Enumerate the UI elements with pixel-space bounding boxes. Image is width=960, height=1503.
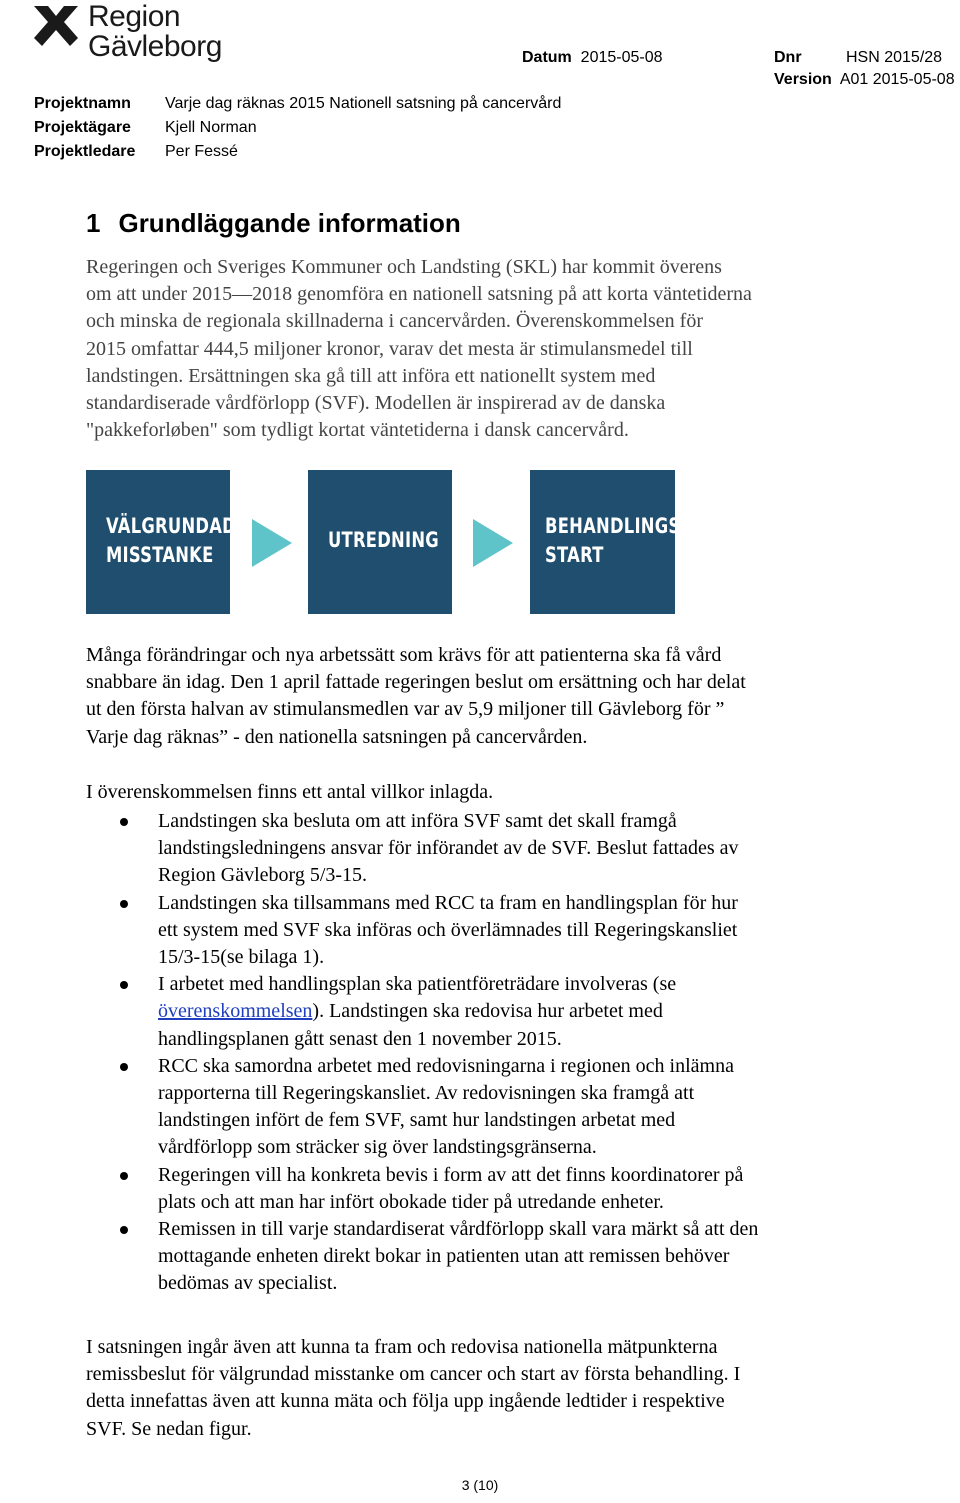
projektnamn-label: Projektnamn [34,95,131,112]
intro-paragraph [86,254,886,444]
process-step-label: BEHANDLINGS- START [545,514,688,567]
datum-label: Datum [522,49,572,66]
paragraph-line: detta innefattas även att kunna mäta och följa upp ingående ledtider i respektive [86,1390,725,1413]
paragraph-line: SVF. Se nedan figur. [86,1417,252,1440]
closing-paragraph [86,1334,886,1443]
version-value: A01 2015-05-08 [839,71,955,88]
list-item-line: vårdförlopp som sträcker sig över landstingsgränserna. [158,1136,597,1159]
list-item [86,808,886,890]
intro-line: 2015 omfattar 444,5 miljoner kronor, varav det mesta är stimulansmedel till [86,337,693,360]
list-item-line: Region Gävleborg 5/3-15. [158,864,368,887]
bullet-icon [120,900,128,908]
dnr-value: HSN 2015/28 [846,49,943,66]
section-number: 1 [86,208,101,238]
list-item-line: handlingsplanen gått senast den 1 november 2015. [158,1027,562,1050]
changes-paragraph [86,642,886,751]
list-item-line: mottagande enheten direkt bokar in patienten utan att remissen behöver [158,1245,730,1268]
process-step-box [530,470,688,614]
paragraph-line: Många förändringar och nya arbetssätt som krävs för att patienterna ska få vård [86,644,722,666]
process-arrow-icon [252,519,292,567]
paragraph-line: Varje dag räknas” - den nationella satsningen på cancervården. [86,725,588,748]
list-item-line: bedömas av specialist. [158,1272,338,1295]
dnr-label: Dnr [774,49,802,66]
list-item [86,1216,886,1298]
intro-line: om att under 2015—2018 genomföra en nationell satsning på att korta väntetiderna [86,283,752,306]
paragraph-line: remissbeslut för välgrundad misstanke om cancer och start av första behandling. I [86,1363,741,1386]
bullet-icon [120,818,128,826]
intro-line: landstingen. Ersättningen ska gå till att införa ett nationellt system med [86,364,656,387]
version-label: Version [774,71,832,88]
process-step-box [308,470,452,614]
list-item-line: Regeringen vill ha konkreta bevis i form av att det finns koordinatorer på [158,1163,744,1186]
intro-line: och minska de regionala skillnaderna i cancervården. Överenskommelsen för [86,310,703,333]
dnr-field [774,48,802,68]
datum-value: 2015-05-08 [580,49,663,66]
section-title: Grundläggande information [118,208,461,238]
list-item-line: Landstingen ska tillsammans med RCC ta fram en handlingsplan för hur [158,891,738,914]
projektagare-value: Kjell Norman [165,119,257,136]
version-field [774,70,955,90]
process-step-label: UTREDNING [328,528,439,552]
logo-text-region: Region [88,0,181,33]
intro-line: Regeringen och Sveriges Kommuner och Landsting (SKL) har kommit överens [86,256,722,278]
list-item-line: 15/3-15(se bilaga 1). [158,946,325,969]
list-item-line: landstingsledningens ansvar för införandet av de SVF. Beslut fattades av [158,837,739,860]
list-item-line: I arbetet med handlingsplan ska patientföreträdare involveras (se [158,973,677,996]
list-item-line-rest: ). Landstingen ska redovisa hur arbetet med [312,1000,663,1023]
list-item-line [158,998,886,1025]
process-step-box [86,470,236,614]
logo-mark-icon [30,0,86,62]
bullet-icon [120,981,128,989]
list-item-line: RCC ska samordna arbetet med redovisningarna i regionen och inlämna [158,1054,734,1077]
list-item [86,1162,886,1216]
conditions-intro: I överenskommelsen finns ett antal villkor inlagda. [86,781,494,803]
intro-line: "pakkeforløben" som tydligt kortat väntetiderna i dansk cancervård. [86,419,629,442]
section-heading [86,208,479,239]
page-number: 3 (10) [461,1477,499,1493]
projektledare-value: Per Fessé [165,143,238,160]
list-item [86,890,886,972]
paragraph-line: snabbare än idag. Den 1 april fattade regeringen beslut om ersättning och har delat [86,671,746,694]
intro-line: standardiserade vårdförlopp (SVF). Modellen är inspirerad av de danska [86,392,666,415]
overenskommelsen-link[interactable]: överenskommelsen [158,1000,313,1023]
bullet-icon [120,1226,128,1234]
bullet-icon [120,1063,128,1071]
list-item-line: landstingen infört de fem SVF, samt hur landstingen arbetat med [158,1109,676,1132]
datum-field [522,48,663,68]
paragraph-line: I satsningen ingår även att kunna ta fram och redovisa nationella mätpunkterna [86,1336,718,1358]
bullet-icon [120,1172,128,1180]
projektnamn-value: Varje dag räknas 2015 Nationell satsning på cancervård [165,95,562,112]
list-item-line: rapporterna till Regeringskansliet. Av redovisningen ska framgå att [158,1082,695,1105]
list-item-line: ett system med SVF ska införas och överlämnades till Regeringskansliet [158,918,738,941]
process-arrow-icon [473,519,513,567]
list-item-line: Landstingen ska besluta om att införa SVF samt det skall framgå [158,810,677,832]
logo-text-gavleborg: Gävleborg [88,30,222,63]
list-item [86,971,886,1053]
paragraph-line: ut den första halvan av stimulansmedlen var av 5,9 miljoner till Gävleborg för ” [86,698,725,721]
projektledare-label: Projektledare [34,143,136,160]
projektagare-label: Projektägare [34,119,131,136]
region-gavleborg-logo [30,0,260,70]
list-item-line: Remissen in till varje standardiserat vårdförlopp skall vara märkt så att den [158,1218,759,1241]
conditions-list [86,808,886,1298]
list-item-line: plats och att man har infört obokade tider på utredande enheter. [158,1190,664,1213]
process-step-label: VÄLGRUNDAD MISSTANKE [106,514,236,567]
list-item [86,1053,886,1162]
